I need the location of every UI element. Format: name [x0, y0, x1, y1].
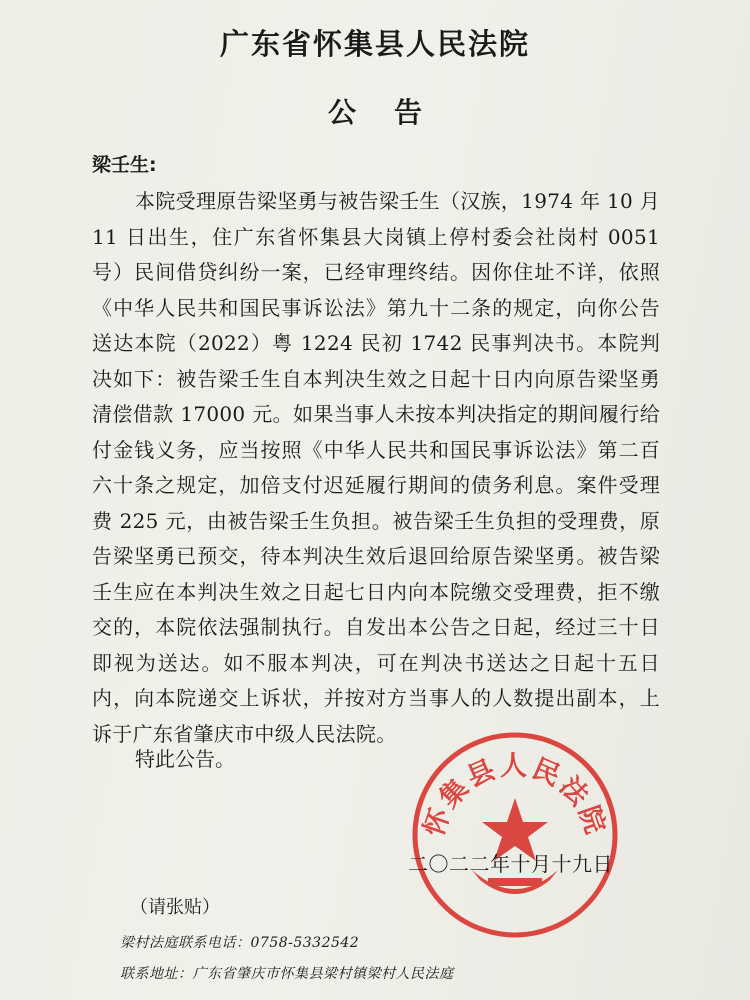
- court-title: 广东省怀集县人民法院: [219, 27, 530, 61]
- closing-phrase: 特此公告。: [135, 747, 235, 771]
- notice-body: 本院受理原告梁坚勇与被告梁壬生（汉族，1974 年 10 月 11 日出生，住广东省怀集县大岗镇上停村委会社岗村 0051 号）民间借贷纠纷一案，已经审理终结。因你住址不详，依照《中华人民共和国民事诉讼法》第九十二条的规定，向你公告送达本院（2022）粤 1224 民初 1742 民事判决书。本院判决如下：被告梁壬生自本判决生效之日起十日内向原告梁坚勇清偿借款 17000 元。如果当事人未按本判决指定的期间履行给付金钱义务，应当按照《中华人民共和国民事诉讼法》第二百六十条之规定，加倍支付迟延履行期间的债务利息。案件受理费 225 元，由被告梁壬生负担。被告梁壬生负担的受理费，原告梁坚勇已预交，待本判决生效后退回给原告梁坚勇。被告梁壬生应在本判决生效之日起七日内向本院缴交受理费，拒不缴交的，本院依法强制执行。自发出本公告之日起，经过三十日即视为送达。如不服本判决，可在判决书送达之日起十五日内，向本院递交上诉状，并按对方当事人的人数提出副本，上诉于广东省肇庆市中级人民法院。: [92, 189, 660, 746]
- seal-text: 怀集县人民法院: [418, 751, 612, 841]
- posting-note: （请张贴）: [130, 897, 220, 918]
- addressee: 梁壬生:: [92, 154, 157, 176]
- court-seal-icon: [410, 730, 620, 940]
- issue-date: 二〇二二年十月十九日: [408, 852, 613, 876]
- contact-address: 联系地址：广东省肇庆市怀集县梁村镇梁村人民法庭: [120, 966, 454, 982]
- contact-phone: 梁村法庭联系电话：0758-5332542: [120, 935, 360, 951]
- notice-heading: 公告: [327, 96, 460, 129]
